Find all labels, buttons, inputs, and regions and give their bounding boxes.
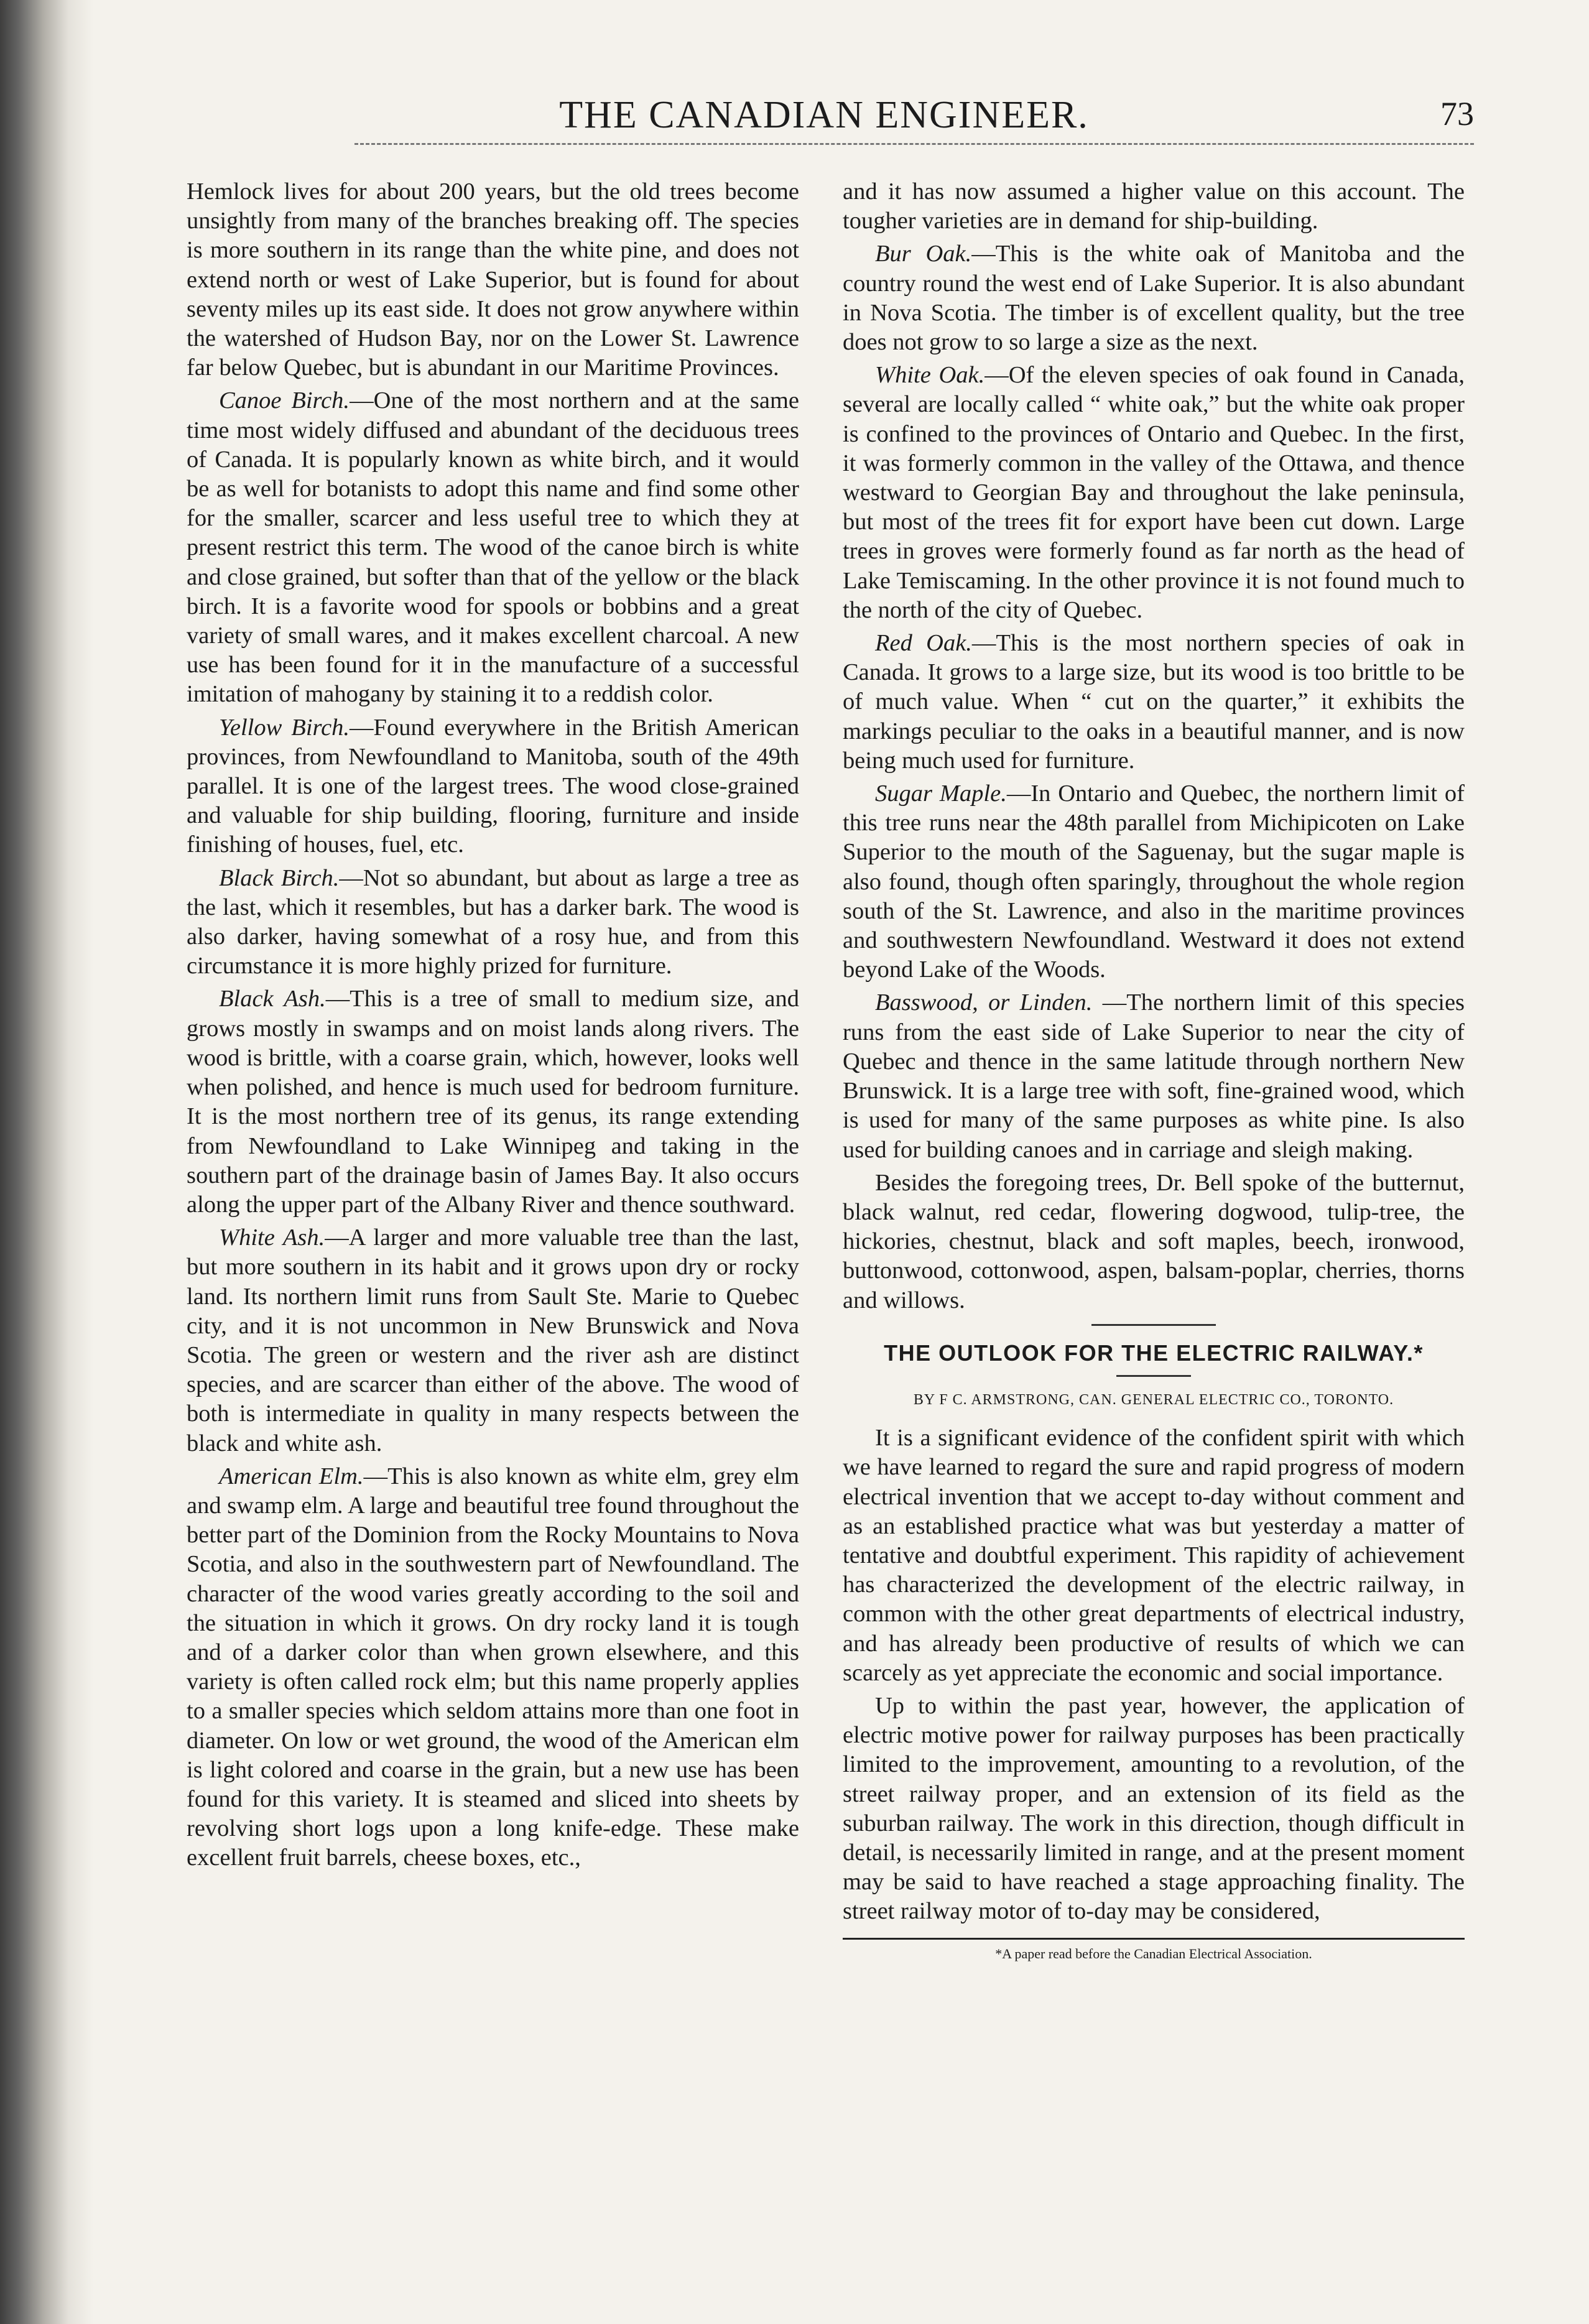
article-title: THE OUTLOOK FOR THE ELECTRIC RAILWAY.* — [884, 1340, 1424, 1366]
text-yellow-birch: —Found everywhere in the British American provinces, from Newfoundland to Manitoba, south of the 49th parallel. It is one of the largest trees. The wood close-grained and valuable for ship building, flooring, furniture and inside finishing of houses, fuel, etc. — [187, 714, 799, 858]
term-black-ash: Black Ash. — [219, 986, 326, 1012]
text-american-elm: —This is also known as white elm, grey elm and swamp elm. A large and beautiful tree found throughout the better part of the Dominion from the Rocky Mountains to Nova Scotia, and also in the southwestern part of Newfoundland. The character of the wood varies greatly according to the soil and the situation in which it grows. On dry rocky land it is tough and of a darker color than when grown elsewhere, and this variety is often called rock elm; but this name properly applies to a smaller species which seldom attains more than one foot in diameter. On low or wet ground, the wood of the American elm is light colored and coarse in the grain, but a new use has been found for this variety. It is steamed and sliced into sheets by revolving short logs upon a long knife-edge. These make excellent fruit barrels, cheese boxes, etc., — [187, 1463, 799, 1871]
right-column — [843, 177, 1465, 1962]
text-bur-oak: —This is the white oak of Manitoba and the country round the west end of Lake Superior. It is also abundant in Nova Scotia. The timber is of excellent quality, but the tree does not grow to so large a size as the next. — [843, 241, 1465, 356]
term-basswood: Basswood, or Linden. — [875, 989, 1093, 1016]
paragraph-yellow-birch — [187, 713, 799, 860]
running-title: THE CANADIAN ENGINEER. — [559, 94, 1089, 136]
term-black-birch: Black Birch. — [219, 864, 340, 891]
paragraph-electric-railway-1: It is a significant evidence of the confident spirit with which we have learned to regard the sure and rapid progress of modern electrical invention that we accept to-day without comment and as an established practice what was but yesterday a matter of tentative and doubtful experiment. This rapidity of achievement has characterized the development of the electric railway, in common with the other great departments of electrical industry, and has already been productive of results of which we can scarcely as yet appreciate the economic and social importance. — [843, 1425, 1465, 1686]
page-header — [174, 93, 1474, 149]
text-canoe-birch: —One of the most northern and at the same time most widely diffused and abundant of the deciduous trees of Canada. It is popularly known as white birch, and it would be as well for botanists to adopt this name and find some other for the smaller, scarcer and less useful tree to which they at present restrict this term. The wood of the canoe birch is white and close grained, but softer than that of the yellow or the black birch. It is a favorite wood for spools or bobbins and a great variety of small wares, and it makes excellent charcoal. A new use has been found for it in the manufacture of a successful imitation of mahogany by staining it to a reddish color. — [187, 387, 800, 708]
term-white-ash: White Ash. — [219, 1224, 325, 1251]
paragraph-other-trees: Besides the foregoing trees, Dr. Bell spoke of the butternut, black walnut, red cedar, flowering dogwood, tulip-tree, the hickories, chestnut, black and soft maples, beech, ironwood, buttonwood, cottonwood, aspen, balsam-poplar, cherries, thorns and willows. — [843, 1169, 1465, 1313]
paragraph-black-ash — [187, 984, 799, 1220]
paragraph-american-elm — [187, 1462, 799, 1873]
paragraph-basswood — [843, 988, 1465, 1164]
left-column — [187, 177, 799, 1877]
text-white-oak: —Of the eleven species of oak found in Canada, several are locally called “ white oak,” but the white oak proper is confined to the provinces of Ontario and Quebec. In the first, it was formerly common in the valley of the Ottawa, and thence westward to Georgian Bay and throughout the lake peninsula, but most of the trees fit for export have been cut down. Large trees in groves were formerly found as far north as the head of Lake Temiscaming. In the other province it is not found much to the north of the city of Quebec. — [843, 362, 1465, 623]
paragraph-canoe-birch — [187, 386, 799, 709]
paragraph-electric-railway-2: Up to within the past year, however, the application of electric motive power for railway purposes has been practically limited to the improvement, amounting to a revolution, of the street railway proper, and an extension of its field as the suburban railway. The work in this direction, though difficult in detail, is necessarily limited in range, and at the present moment may be said to have reached a stage approaching finality. The street railway motor of to-day may be considered, — [843, 1692, 1465, 1925]
text-white-ash: —A larger and more valuable tree than the last, but more southern in its habit and it grows upon dry or rocky land. Its northern limit runs from Sault Ste. Marie to Quebec city, and it is not uncommon in New Brunswick and Nova Scotia. The green or western and the river ash are distinct species, and are scarcer than either of the above. The wood of both is intermediate in quality in many respects between the black and white ash. — [187, 1224, 800, 1456]
text-red-oak: —This is the most northern species of oak in Canada. It grows to a large size, but its wood is too brittle to be of much value. When “ cut on the quarter,” it exhibits the markings peculiar to the oaks in a beautiful manner, and is now being much used for furniture. — [843, 630, 1465, 774]
term-sugar-maple: Sugar Maple. — [875, 780, 1007, 807]
term-yellow-birch: Yellow Birch. — [219, 714, 350, 741]
term-white-oak: White Oak. — [875, 362, 985, 389]
paragraph-bur-oak — [843, 239, 1465, 357]
term-bur-oak: Bur Oak. — [875, 241, 972, 267]
term-canoe-birch: Canoe Birch. — [219, 387, 350, 414]
title-underline — [1116, 1375, 1191, 1377]
header-rule — [354, 143, 1474, 145]
text-black-ash: —This is a tree of small to medium size, and grows mostly in swamps and on moist lands along rivers. The wood is brittle, with a coarse grain, which, however, looks well when polished, and hence is much used for bedroom furniture. It is the most northern tree of its genus, its range extending from Newfoundland to Lake Winnipeg and taking in the southern part of the drainage basin of James Bay. It also occurs along the upper part of the Albany River and thence southward. — [187, 986, 799, 1218]
paragraph-red-oak — [843, 629, 1465, 775]
text-sugar-maple: —In Ontario and Quebec, the northern limit of this tree runs near the 48th parallel from Michipicoten on Lake Superior to the mouth of the Saguenay, but the sugar maple is also found, though often sparingly, throughout the whole region south of the St. Lawrence, and also in the maritime provinces and southwestern Newfoundland. Westward it does not extend beyond Lake of the Woods. — [843, 780, 1465, 983]
footnote: *A paper read before the Canadian Electrical Association. — [995, 1945, 1312, 1961]
text-basswood: —The northern limit of this species runs from the east side of Lake Superior to near the city of Quebec and thence in the same latitude through northern New Brunswick. It is a large tree with soft, fine-grained wood, which is used for many of the same purposes as white pine. Is also used for building canoes and in carriage and sleigh making. — [843, 989, 1465, 1163]
term-red-oak: Red Oak. — [875, 630, 972, 657]
article-divider — [1091, 1324, 1216, 1326]
page-number: 73 — [1440, 95, 1474, 132]
scan-edge — [0, 0, 93, 2324]
paragraph-white-ash — [187, 1223, 799, 1458]
paragraph-elm-continued: and it has now assumed a higher value on this account. The tougher varieties are in demand for ship-building. — [843, 178, 1465, 234]
article-byline: BY F C. ARMSTRONG, CAN. GENERAL ELECTRIC CO., TORONTO. — [913, 1391, 1394, 1408]
paragraph-white-oak — [843, 361, 1465, 625]
footnote-rule — [843, 1938, 1465, 1940]
paragraph-hemlock: Hemlock lives for about 200 years, but the old trees become unsightly from many of the branches breaking off. The species is more southern in its range than the white pine, and does not extend north or west of Lake Superior, but is found for about seventy miles up its east side. It does not grow anywhere within the watershed of Hudson Bay, nor on the Lower St. Lawrence far below Quebec, but is abundant in our Maritime Provinces. — [187, 178, 799, 381]
paragraph-sugar-maple — [843, 779, 1465, 984]
term-american-elm: American Elm. — [219, 1463, 364, 1489]
paragraph-black-birch — [187, 864, 799, 981]
text-black-birch: —Not so abundant, but about as large a tree as the last, which it resembles, but has a darker bark. The wood is also darker, having somewhat of a rosy hue, and from this circumstance it is more highly prized for furniture. — [187, 864, 799, 979]
